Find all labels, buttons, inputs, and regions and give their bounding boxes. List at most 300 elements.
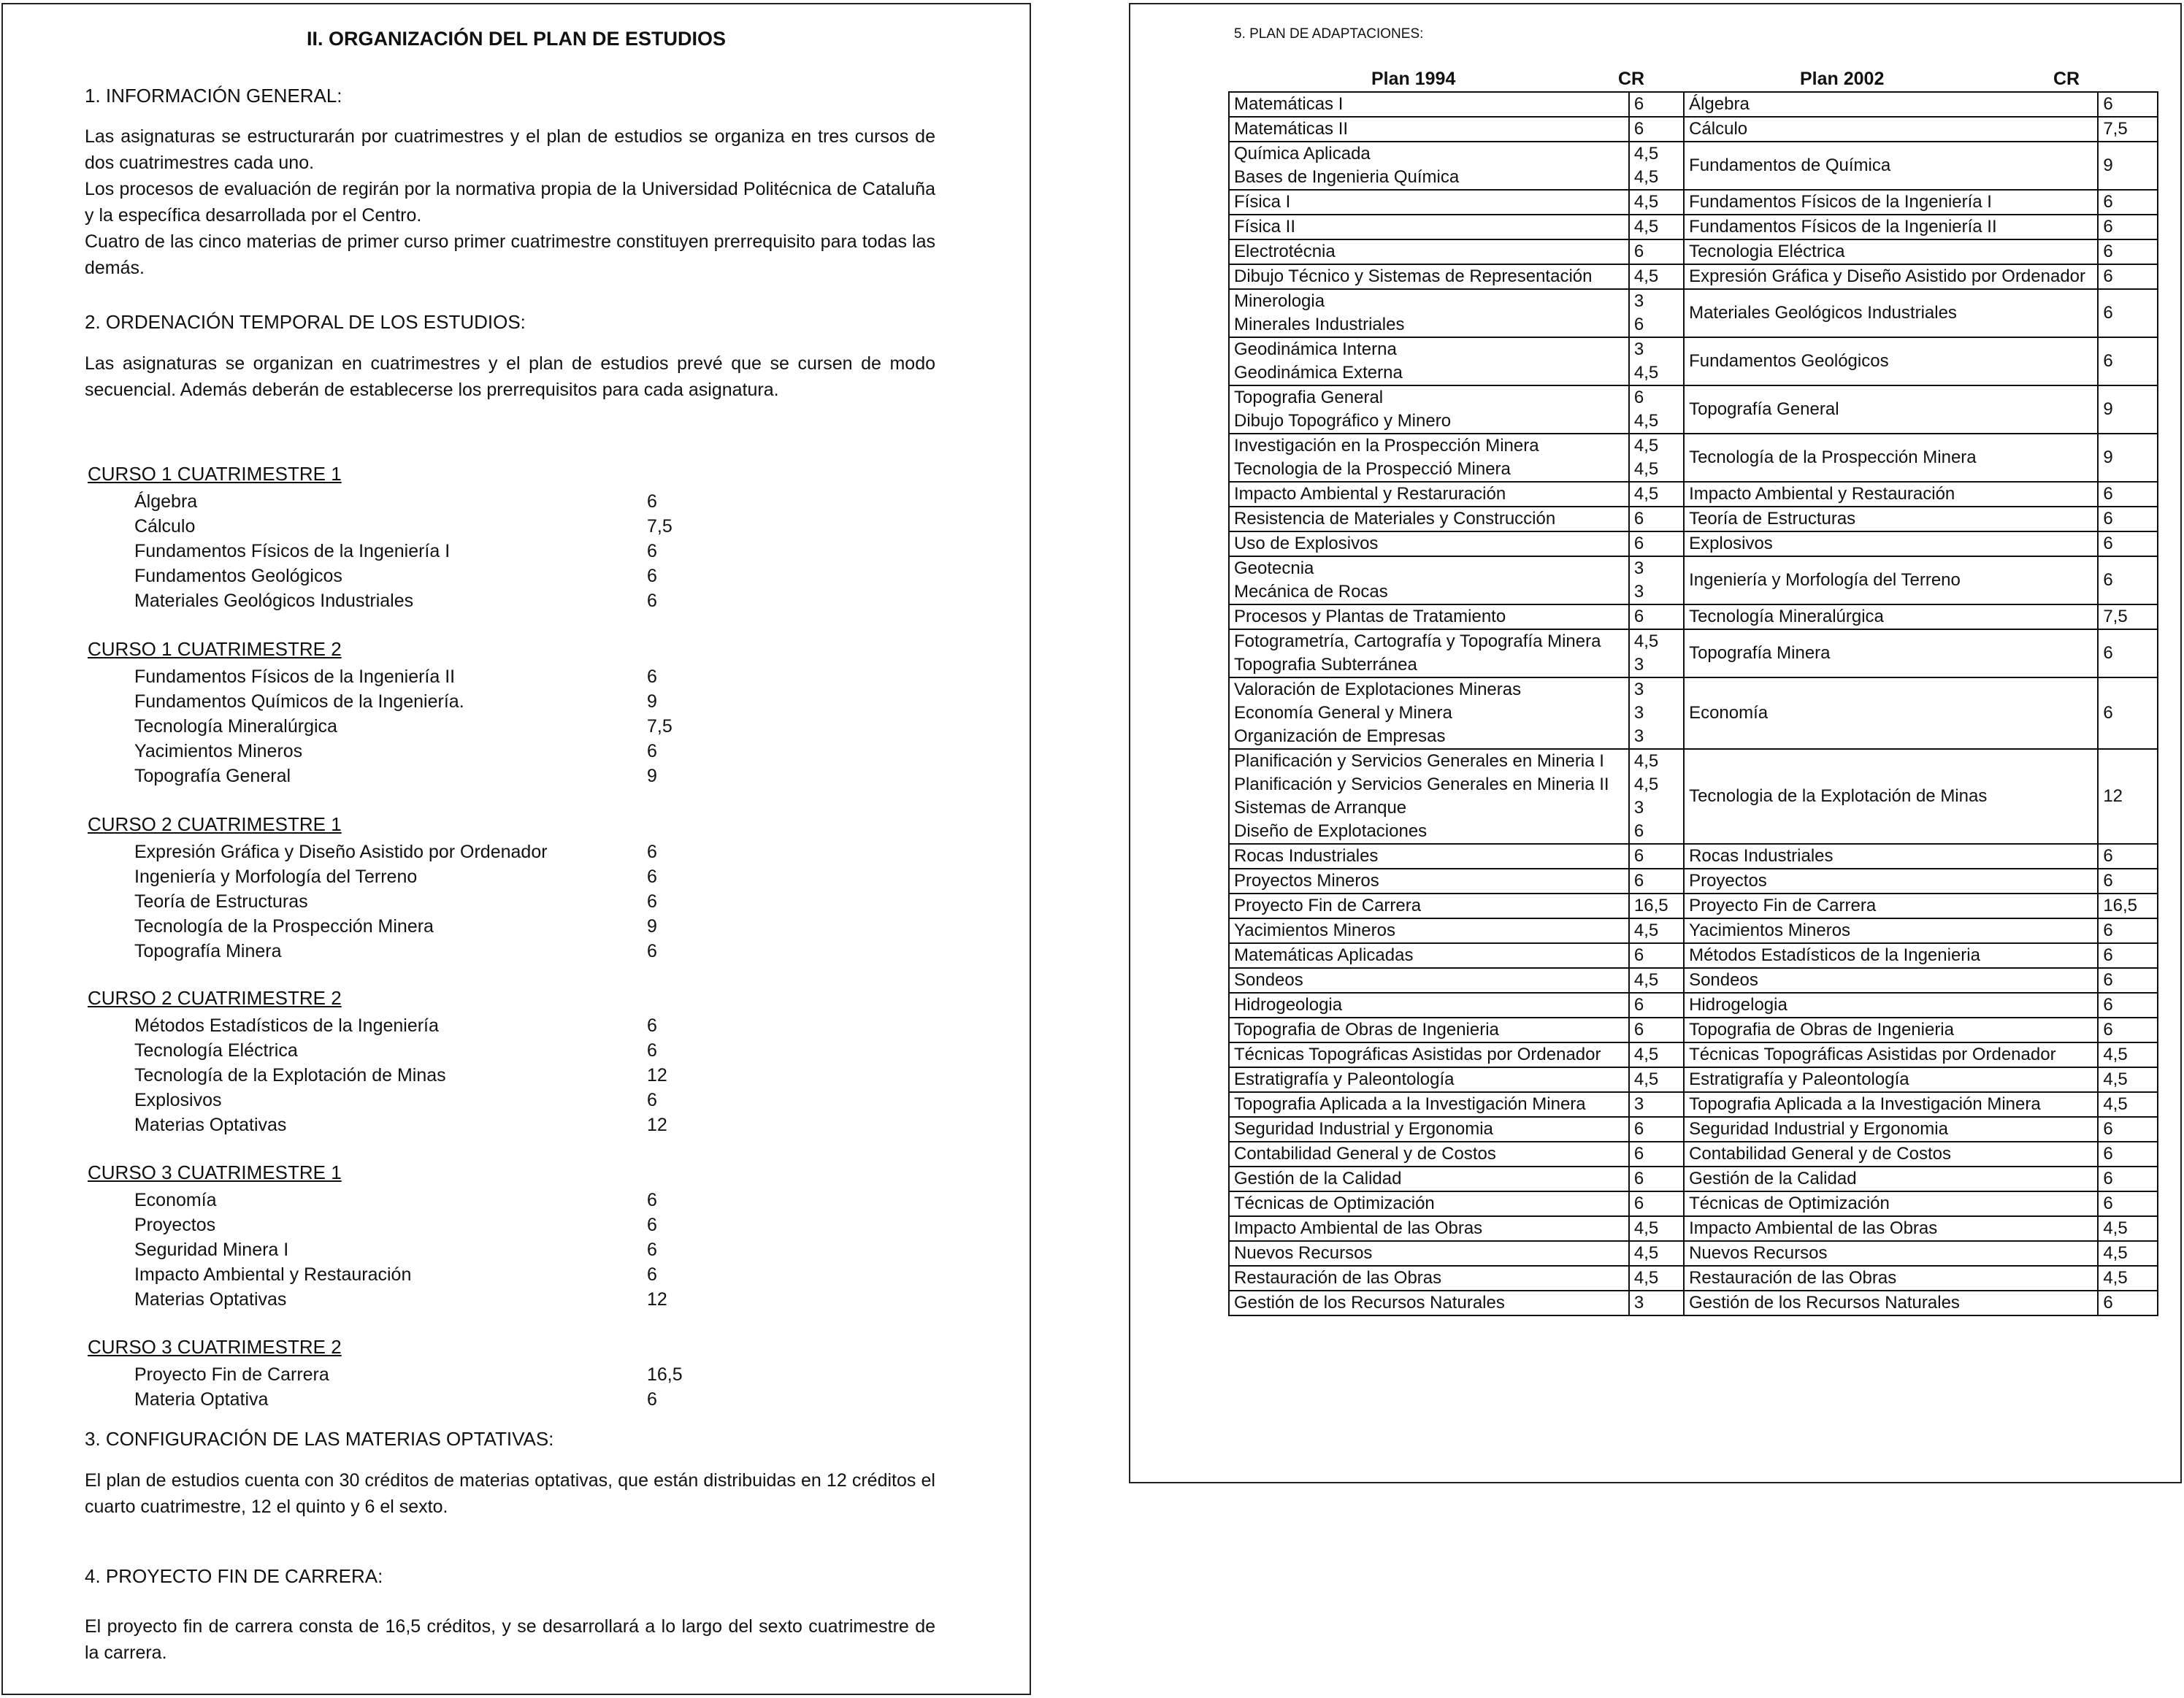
plan-1994-credits (1629, 993, 1684, 1018)
table-row (1229, 1117, 2158, 1142)
subject-name: Explosivos (134, 1090, 222, 1110)
plan-1994-credits (1629, 289, 1684, 337)
table-row (1229, 604, 2158, 629)
plan-2002-credit: 6 (2098, 239, 2158, 264)
plan-1994-credit: 6 (1633, 1194, 1644, 1213)
plan-2002-subject: Nuevos Recursos (1684, 1241, 2098, 1266)
course-title: CURSO 2 CUATRIMESTRE 1 (88, 813, 342, 835)
plan-1994-subject: Resistencia de Materiales y Construcción (1234, 509, 1556, 529)
plan-1994-subjects (1229, 482, 1629, 507)
plan-1994-credit: 4,5 (1633, 144, 1659, 164)
plan-1994-credit: 6 (1633, 119, 1644, 139)
plan-1994-subjects (1229, 993, 1629, 1018)
plan-1994-subjects (1229, 1042, 1629, 1067)
table-row (1229, 215, 2158, 239)
subject-credits: 6 (647, 491, 657, 512)
plan-2002-subject: Técnicas de Optimización (1684, 1191, 2098, 1216)
plan-1994-credits (1629, 749, 1684, 844)
table-row (1229, 869, 2158, 894)
subject-name: Topografía General (134, 766, 291, 786)
plan-1994-credit: 4,5 (1633, 484, 1659, 504)
plan-2002-subject: Fundamentos de Química (1684, 142, 2098, 190)
plan-2002-credit: 16,5 (2098, 894, 2158, 918)
subject-credits: 6 (647, 541, 657, 561)
plan-1994-subject: Planificación y Servicios Generales en Mineria I (1234, 751, 1604, 771)
plan-1994-subject: Estratigrafía y Paleontología (1234, 1069, 1455, 1089)
plan-1994-subjects (1229, 968, 1629, 993)
plan-2002-credit: 4,5 (2098, 1241, 2158, 1266)
course-title: CURSO 3 CUATRIMESTRE 1 (88, 1161, 342, 1183)
course-title: CURSO 3 CUATRIMESTRE 2 (88, 1336, 342, 1358)
plan-1994-credits (1629, 844, 1684, 869)
plan-1994-credits (1629, 629, 1684, 677)
plan-2002-subject: Impacto Ambiental y Restauración (1684, 482, 2098, 507)
plan-1994-credits (1629, 604, 1684, 629)
plan-1994-credit: 6 (1633, 871, 1644, 891)
plan-1994-subject: Dibujo Técnico y Sistemas de Representación (1234, 266, 1593, 286)
plan-1994-subject: Diseño de Explotaciones (1234, 821, 1428, 841)
plan-1994-subjects (1229, 117, 1629, 142)
subject-name: Ingeniería y Morfología del Terreno (134, 867, 418, 887)
table-row (1229, 1018, 2158, 1042)
plan-1994-subject: Uso de Explosivos (1234, 534, 1379, 553)
plan-1994-credits (1629, 507, 1684, 531)
section-2-paragraph: Las asignaturas se organizan en cuatrimestres y el plan de estudios prevé que se cursen de modo secuencial. Además deberán de establecerse los prerrequisitos para cada asignatura. (85, 353, 935, 400)
table-row (1229, 1266, 2158, 1291)
table-row (1229, 337, 2158, 385)
plan-1994-subject: Física II (1234, 217, 1296, 237)
plan-1994-subject: Minerales Industriales (1234, 315, 1405, 334)
subject-name: Tecnología de la Explotación de Minas (134, 1065, 446, 1086)
plan-1994-subjects (1229, 1067, 1629, 1092)
subject-credits: 6 (647, 741, 657, 761)
subject-name: Materiales Geológicos Industriales (134, 591, 414, 611)
plan-1994-subjects (1229, 629, 1629, 677)
plan-1994-credit: 4,5 (1633, 775, 1659, 794)
plan-2002-subject: Tecnologia de la Explotación de Minas (1684, 749, 2098, 844)
plan-1994-subject: Planificación y Servicios Generales en Mineria II (1234, 775, 1609, 794)
subject-credits: 6 (647, 1389, 657, 1410)
subject-credits: 6 (647, 566, 657, 586)
plan-1994-subjects (1229, 556, 1629, 604)
plan-1994-subject: Sistemas de Arranque (1234, 798, 1407, 818)
table-row (1229, 993, 2158, 1018)
subject-credits: 6 (647, 867, 657, 887)
plan-1994-subjects (1229, 142, 1629, 190)
plan-2002-credit: 6 (2098, 289, 2158, 337)
plan-1994-credit: 6 (1633, 1144, 1644, 1164)
plan-1994-credit: 3 (1633, 703, 1644, 723)
plan-2002-subject: Explosivos (1684, 531, 2098, 556)
subject-credits: 6 (647, 666, 657, 687)
plan-1994-credit: 3 (1633, 1094, 1644, 1114)
plan-1994-subject: Topografia Aplicada a la Investigación Minera (1234, 1094, 1586, 1114)
section-4-text (85, 1613, 935, 1666)
plan-1994-subject: Procesos y Plantas de Tratamiento (1234, 607, 1506, 626)
plan-1994-subject: Topografia Subterránea (1234, 655, 1417, 675)
subject-name: Seguridad Minera I (134, 1240, 289, 1260)
plan-1994-subject: Impacto Ambiental y Restaruración (1234, 484, 1506, 504)
table-row (1229, 1092, 2158, 1117)
section-1-heading: 1. INFORMACIÓN GENERAL: (85, 85, 342, 107)
plan-1994-credits (1629, 1291, 1684, 1315)
plan-1994-credits (1629, 1067, 1684, 1092)
subject-name: Fundamentos Físicos de la Ingeniería I (134, 541, 451, 561)
plan-2002-credit: 6 (2098, 556, 2158, 604)
plan-2002-subject: Fundamentos Físicos de la Ingeniería I (1684, 190, 2098, 215)
plan-1994-subjects (1229, 1092, 1629, 1117)
header-plan-1994: Plan 1994 (1371, 69, 1456, 89)
plan-1994-credits (1629, 239, 1684, 264)
plan-1994-credits (1629, 1117, 1684, 1142)
plan-2002-subject: Gestión de los Recursos Naturales (1684, 1291, 2098, 1315)
plan-2002-credit: 6 (2098, 677, 2158, 749)
table-row (1229, 1142, 2158, 1167)
table-row (1229, 968, 2158, 993)
plan-1994-credits (1629, 1167, 1684, 1191)
plan-1994-subject: Valoración de Explotaciones Mineras (1234, 680, 1522, 699)
plan-1994-subject: Mecánica de Rocas (1234, 582, 1388, 602)
plan-1994-subjects (1229, 385, 1629, 434)
plan-2002-credit: 9 (2098, 142, 2158, 190)
plan-1994-subject: Topografia de Obras de Ingenieria (1234, 1020, 1499, 1040)
subject-credits: 6 (647, 941, 657, 961)
plan-1994-credit: 4,5 (1633, 921, 1659, 940)
plan-1994-subject: Topografia General (1234, 388, 1384, 407)
adaptations-title: 5. PLAN DE ADAPTACIONES: (1234, 26, 1424, 42)
plan-1994-subjects (1229, 337, 1629, 385)
plan-1994-credit: 3 (1633, 655, 1644, 675)
plan-1994-subject: Proyecto Fin de Carrera (1234, 896, 1422, 915)
plan-1994-subject: Restauración de las Obras (1234, 1268, 1442, 1288)
adaptations-table (1228, 91, 2158, 1316)
plan-1994-credit: 4,5 (1633, 751, 1659, 771)
subject-name: Topografía Minera (134, 941, 282, 961)
subject-credits: 6 (647, 1090, 657, 1110)
plan-1994-subjects (1229, 844, 1629, 869)
plan-1994-credit: 4,5 (1633, 631, 1659, 651)
plan-2002-subject: Expresión Gráfica y Diseño Asistido por Ordenador (1684, 264, 2098, 289)
plan-1994-subjects (1229, 434, 1629, 482)
plan-1994-credit: 3 (1633, 339, 1644, 359)
subject-name: Teoría de Estructuras (134, 891, 308, 912)
plan-2002-subject: Tecnologia Eléctrica (1684, 239, 2098, 264)
table-row (1229, 92, 2158, 117)
plan-1994-subject: Impacto Ambiental de las Obras (1234, 1218, 1483, 1238)
plan-1994-credit: 4,5 (1633, 167, 1659, 187)
plan-2002-credit: 12 (2098, 749, 2158, 844)
plan-2002-subject: Fundamentos Físicos de la Ingeniería II (1684, 215, 2098, 239)
subject-name: Fundamentos Químicos de la Ingeniería. (134, 691, 464, 712)
course-title: CURSO 1 CUATRIMESTRE 1 (88, 463, 342, 485)
plan-2002-credit: 4,5 (2098, 1216, 2158, 1241)
plan-1994-credits (1629, 92, 1684, 117)
plan-1994-subjects (1229, 1216, 1629, 1241)
plan-1994-subject: Yacimientos Mineros (1234, 921, 1395, 940)
table-row (1229, 943, 2158, 968)
subject-credits: 6 (647, 591, 657, 611)
plan-2002-credit: 6 (2098, 1142, 2158, 1167)
plan-2002-subject: Materiales Geológicos Industriales (1684, 289, 2098, 337)
table-row (1229, 1291, 2158, 1315)
course-title: CURSO 1 CUATRIMESTRE 2 (88, 638, 342, 660)
plan-1994-subjects (1229, 1117, 1629, 1142)
plan-1994-subject: Nuevos Recursos (1234, 1243, 1373, 1263)
plan-2002-subject: Sondeos (1684, 968, 2098, 993)
subject-name: Impacto Ambiental y Restauración (134, 1264, 412, 1285)
subject-name: Materia Optativa (134, 1389, 269, 1410)
table-row (1229, 918, 2158, 943)
plan-2002-credit: 4,5 (2098, 1042, 2158, 1067)
plan-1994-credits (1629, 968, 1684, 993)
plan-2002-credit: 6 (2098, 993, 2158, 1018)
plan-2002-subject: Cálculo (1684, 117, 2098, 142)
plan-1994-credit: 6 (1633, 945, 1644, 965)
subject-credits: 7,5 (647, 516, 673, 537)
plan-1994-subject: Rocas Industriales (1234, 846, 1379, 866)
plan-1994-subject: Técnicas Topográficas Asistidas por Ordenador (1234, 1045, 1601, 1064)
plan-1994-credit: 6 (1633, 1169, 1644, 1188)
table-row (1229, 556, 2158, 604)
plan-1994-credit: 4,5 (1633, 217, 1659, 237)
plan-1994-credits (1629, 531, 1684, 556)
table-row (1229, 531, 2158, 556)
plan-1994-subjects (1229, 239, 1629, 264)
plan-1994-subjects (1229, 869, 1629, 894)
plan-1994-subject: Bases de Ingenieria Química (1234, 167, 1460, 187)
plan-1994-credit: 6 (1633, 534, 1644, 553)
plan-1994-subject: Matemáticas Aplicadas (1234, 945, 1414, 965)
plan-2002-credit: 6 (2098, 844, 2158, 869)
left-page (1, 3, 1031, 1695)
plan-2002-subject: Teoría de Estructuras (1684, 507, 2098, 531)
header-plan-2002: Plan 2002 (1800, 69, 1885, 89)
plan-2002-subject: Proyectos (1684, 869, 2098, 894)
subject-credits: 9 (647, 916, 657, 937)
plan-2002-subject: Seguridad Industrial y Ergonomia (1684, 1117, 2098, 1142)
plan-1994-subject: Minerologia (1234, 291, 1325, 311)
subject-name: Tecnología de la Prospección Minera (134, 916, 434, 937)
plan-1994-credits (1629, 1191, 1684, 1216)
table-row (1229, 385, 2158, 434)
plan-2002-subject: Hidrogelogia (1684, 993, 2098, 1018)
plan-1994-credits (1629, 918, 1684, 943)
section-2-heading: 2. ORDENACIÓN TEMPORAL DE LOS ESTUDIOS: (85, 311, 526, 333)
plan-2002-credit: 6 (2098, 943, 2158, 968)
table-row (1229, 117, 2158, 142)
table-row (1229, 482, 2158, 507)
plan-1994-credits (1629, 1266, 1684, 1291)
plan-1994-subjects (1229, 1266, 1629, 1291)
plan-1994-credits (1629, 556, 1684, 604)
section-1-paragraph: Cuatro de las cinco materias de primer curso primer cuatrimestre constituyen prerrequisito para todas las demás. (85, 231, 935, 278)
section-2-text (85, 350, 935, 403)
plan-2002-credit: 6 (2098, 1117, 2158, 1142)
plan-1994-credits (1629, 1042, 1684, 1067)
table-row (1229, 677, 2158, 749)
course-title: CURSO 2 CUATRIMESTRE 2 (88, 987, 342, 1009)
subject-name: Yacimientos Mineros (134, 741, 303, 761)
plan-1994-subjects (1229, 531, 1629, 556)
plan-1994-subjects (1229, 1167, 1629, 1191)
subject-credits: 6 (647, 891, 657, 912)
subject-credits: 12 (647, 1115, 667, 1135)
plan-2002-credit: 6 (2098, 1291, 2158, 1315)
plan-1994-subjects (1229, 1191, 1629, 1216)
plan-1994-credit: 6 (1633, 388, 1644, 407)
plan-1994-credit: 6 (1633, 607, 1644, 626)
plan-1994-credit: 6 (1633, 846, 1644, 866)
plan-1994-credit: 3 (1633, 582, 1644, 602)
plan-1994-credits (1629, 1142, 1684, 1167)
table-row (1229, 1067, 2158, 1092)
plan-1994-credit: 4,5 (1633, 970, 1659, 990)
plan-2002-credit: 9 (2098, 385, 2158, 434)
plan-2002-credit: 6 (2098, 190, 2158, 215)
plan-1994-subject: Matemáticas II (1234, 119, 1349, 139)
plan-2002-credit: 6 (2098, 629, 2158, 677)
plan-1994-subject: Matemáticas I (1234, 94, 1344, 114)
section-3-text (85, 1467, 935, 1520)
plan-1994-credit: 6 (1633, 509, 1644, 529)
plan-1994-subject: Geodinámica Interna (1234, 339, 1397, 359)
plan-2002-subject: Fundamentos Geológicos (1684, 337, 2098, 385)
plan-2002-credit: 4,5 (2098, 1092, 2158, 1117)
subject-credits: 6 (647, 1264, 657, 1285)
plan-1994-credit: 6 (1633, 242, 1644, 261)
plan-2002-subject: Proyecto Fin de Carrera (1684, 894, 2098, 918)
plan-1994-subjects (1229, 1241, 1629, 1266)
plan-1994-credit: 3 (1633, 680, 1644, 699)
table-row (1229, 190, 2158, 215)
plan-1994-credit: 4,5 (1633, 436, 1659, 456)
plan-1994-credits (1629, 677, 1684, 749)
table-row (1229, 507, 2158, 531)
table-row (1229, 749, 2158, 844)
plan-1994-subject: Gestión de la Calidad (1234, 1169, 1402, 1188)
section-1-text (85, 123, 935, 281)
plan-2002-credit: 7,5 (2098, 117, 2158, 142)
plan-1994-subjects (1229, 918, 1629, 943)
plan-1994-subjects (1229, 264, 1629, 289)
subject-credits: 12 (647, 1289, 667, 1310)
table-row (1229, 629, 2158, 677)
plan-2002-credit: 6 (2098, 264, 2158, 289)
plan-1994-credit: 4,5 (1633, 411, 1659, 431)
subject-credits: 9 (647, 691, 657, 712)
subject-credits: 6 (647, 1240, 657, 1260)
subject-name: Cálculo (134, 516, 196, 537)
plan-2002-subject: Topografía Minera (1684, 629, 2098, 677)
header-cr-2002: CR (2053, 69, 2080, 89)
plan-2002-subject: Contabilidad General y de Costos (1684, 1142, 2098, 1167)
subject-credits: 12 (647, 1065, 667, 1086)
plan-1994-credits (1629, 385, 1684, 434)
section-1-paragraph: Los procesos de evaluación de regirán por la normativa propia de la Universidad Politécnica de Cataluña y la específica desarrollada por el Centro. (85, 179, 935, 226)
plan-1994-subjects (1229, 190, 1629, 215)
table-row (1229, 1191, 2158, 1216)
plan-1994-subjects (1229, 215, 1629, 239)
plan-1994-credit: 3 (1633, 291, 1644, 311)
plan-1994-credit: 4,5 (1633, 1069, 1659, 1089)
plan-1994-subject: Geodinámica Externa (1234, 363, 1403, 383)
plan-1994-subjects (1229, 604, 1629, 629)
plan-1994-credits (1629, 117, 1684, 142)
plan-1994-credits (1629, 215, 1684, 239)
table-row (1229, 434, 2158, 482)
plan-2002-credit: 4,5 (2098, 1266, 2158, 1291)
table-row (1229, 1216, 2158, 1241)
subject-credits: 9 (647, 766, 657, 786)
plan-1994-credit: 16,5 (1633, 896, 1668, 915)
plan-1994-credit: 3 (1633, 1293, 1644, 1313)
plan-1994-credit: 6 (1633, 1020, 1644, 1040)
plan-2002-credit: 6 (2098, 92, 2158, 117)
plan-1994-subjects (1229, 1142, 1629, 1167)
plan-1994-credits (1629, 1241, 1684, 1266)
subject-name: Fundamentos Físicos de la Ingeniería II (134, 666, 456, 687)
plan-2002-credit: 6 (2098, 918, 2158, 943)
plan-1994-subjects (1229, 1018, 1629, 1042)
subject-name: Tecnología Eléctrica (134, 1040, 298, 1061)
plan-2002-subject: Yacimientos Mineros (1684, 918, 2098, 943)
subject-name: Fundamentos Geológicos (134, 566, 342, 586)
subject-name: Métodos Estadísticos de la Ingeniería (134, 1015, 439, 1036)
plan-2002-credit: 6 (2098, 507, 2158, 531)
plan-1994-credit: 4,5 (1633, 192, 1659, 212)
table-row (1229, 1167, 2158, 1191)
plan-1994-subject: Proyectos Mineros (1234, 871, 1379, 891)
plan-1994-subjects (1229, 943, 1629, 968)
plan-2002-credit: 7,5 (2098, 604, 2158, 629)
plan-1994-credit: 4,5 (1633, 363, 1659, 383)
plan-1994-subjects (1229, 894, 1629, 918)
subject-name: Proyectos (134, 1215, 216, 1235)
table-row (1229, 264, 2158, 289)
plan-2002-subject: Restauración de las Obras (1684, 1266, 2098, 1291)
plan-1994-subject: Electrotécnia (1234, 242, 1336, 261)
plan-2002-credit: 6 (2098, 1018, 2158, 1042)
subject-credits: 6 (647, 842, 657, 862)
header-cr-1994: CR (1618, 69, 1645, 89)
plan-2002-credit: 6 (2098, 215, 2158, 239)
plan-1994-credit: 6 (1633, 995, 1644, 1015)
plan-2002-credit: 6 (2098, 337, 2158, 385)
plan-1994-credits (1629, 190, 1684, 215)
plan-2002-subject: Álgebra (1684, 92, 2098, 117)
subject-name: Materias Optativas (134, 1115, 287, 1135)
plan-1994-credit: 3 (1633, 558, 1644, 578)
subject-credits: 7,5 (647, 716, 673, 737)
subject-credits: 6 (647, 1215, 657, 1235)
plan-2002-subject: Topografia de Obras de Ingenieria (1684, 1018, 2098, 1042)
plan-2002-credit: 6 (2098, 869, 2158, 894)
subject-name: Materias Optativas (134, 1289, 287, 1310)
plan-2002-subject: Topografia Aplicada a la Investigación Minera (1684, 1092, 2098, 1117)
plan-1994-subjects (1229, 507, 1629, 531)
plan-1994-credits (1629, 1216, 1684, 1241)
plan-1994-credits (1629, 1092, 1684, 1117)
subject-credits: 16,5 (647, 1364, 683, 1385)
plan-1994-credit: 4,5 (1633, 1218, 1659, 1238)
plan-1994-subject: Investigación en la Prospección Minera (1234, 436, 1539, 456)
table-row (1229, 844, 2158, 869)
plan-1994-credit: 3 (1633, 726, 1644, 746)
plan-1994-subject: Sondeos (1234, 970, 1303, 990)
subject-name: Proyecto Fin de Carrera (134, 1364, 329, 1385)
plan-2002-subject: Tecnología de la Prospección Minera (1684, 434, 2098, 482)
plan-1994-subject: Química Aplicada (1234, 144, 1371, 164)
